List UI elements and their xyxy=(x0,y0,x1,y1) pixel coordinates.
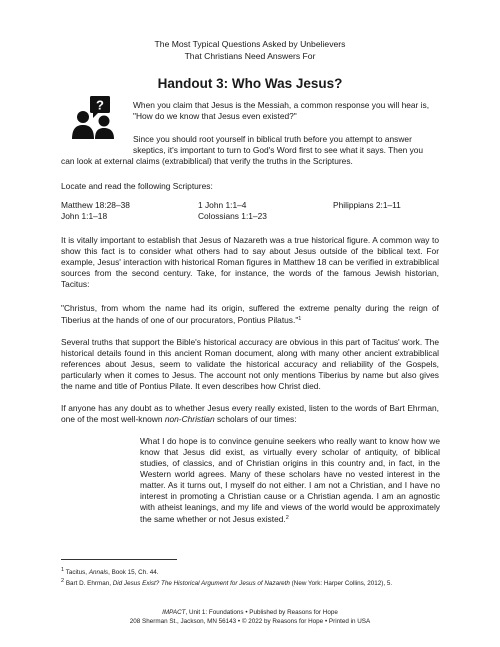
scripture-ref: Colossians 1:1–23 xyxy=(198,211,267,221)
svg-text:?: ? xyxy=(96,97,104,113)
body-paragraph-3 xyxy=(61,403,439,425)
footer-line-2: 208 Sherman St., Jackson, MN 56143 • © 2022 by Reasons for Hope • Printed in USA xyxy=(129,618,371,625)
footnote-1 xyxy=(61,566,158,577)
tacitus-quote xyxy=(61,303,439,326)
scripture-ref: John 1:1–18 xyxy=(61,211,108,221)
footnote-2-number: 2 xyxy=(61,578,65,584)
paragraph-3-end: scholars of our times: xyxy=(214,414,297,424)
footnote-1-number: 1 xyxy=(61,567,65,573)
footer-publication: IMPACT xyxy=(162,609,186,616)
body-paragraph-1: It is vitally important to establish that Jesus of Nazareth was a true historical figure. A common way to show this fact is to consider what others had to say about Jesus outside of the biblical text. For example, Jesus' interaction with historical Roman figures in Matthew 18 can be verified in extrabiblical sources from the second century. Take, for instance, the words of the famous Jewish historian, Tacitus: xyxy=(61,235,439,289)
header-line-2: That Christians Need Answers For xyxy=(184,51,316,61)
paragraph-3-emphasis: non-Christian xyxy=(164,414,215,424)
footnote-2 xyxy=(61,577,392,588)
scripture-ref: 1 John 1:1–4 xyxy=(198,200,247,210)
footnote-1-text-a: Tacitus, xyxy=(65,569,89,576)
scripture-ref: Philippians 2:1–11 xyxy=(333,200,401,210)
footnote-1-title: Annals xyxy=(88,569,109,576)
body-paragraph-2: Several truths that support the Bible's historical accuracy are obvious in this part of Tacitus' work. The historical details found in this ancient Roman document, along with many other ancient extrabiblical references about Jesus, seem to validate the historical accuracy and reliability of the Gospels, particularly when it comes to Jesus. The account not only mentions Tiberius by name but also gives the name and title of Pontius Pilate. It even describes how Christ died. xyxy=(61,337,439,391)
scripture-ref: Matthew 18:28–38 xyxy=(61,200,130,210)
header-line-1: The Most Typical Questions Asked by Unbelievers xyxy=(154,39,346,49)
footer-line-1-rest: , Unit 1: Foundations • Published by Reasons for Hope xyxy=(185,609,338,616)
footer-line-1 xyxy=(0,608,500,617)
footnote-ref-1: 1 xyxy=(298,316,302,322)
series-header xyxy=(0,38,500,62)
footnote-2-text-a: Bart D. Ehrman, xyxy=(65,580,113,587)
footnote-2-title: Did Jesus Exist? The Historical Argument for Jesus of Nazareth xyxy=(112,580,290,587)
ehrman-blockquote xyxy=(140,436,440,525)
intro-paragraph-2a: Since you should root yourself in biblical truth before you attempt to answer skeptics, it's important to turn to God's Word first to see what it says. Then you xyxy=(133,134,424,155)
scripture-instruction: Locate and read the following Scriptures: xyxy=(61,181,213,191)
intro-paragraph-1: When you claim that Jesus is the Messiah, a common response you will hear is, "How do we know that Jesus even existed?" xyxy=(133,100,430,121)
page-footer xyxy=(0,608,500,626)
person-question-icon xyxy=(70,96,122,140)
paragraph-3-start: If anyone has any doubt as to whether Jesus every really existed, listen to the words of Bart Ehrman, one of the most well-known xyxy=(61,403,439,424)
intro-paragraph-2b: can look at external claims (extrabiblical) that verify the truths in the Scriptures. xyxy=(61,156,353,166)
ehrman-quote-text: What I do hope is to convince genuine seekers who really want to know how we know that Jesus did exist, as virtually every scholar of antiquity, of biblical studies, of classics, and of Christian origins in this country and, in fact, in the Western world agrees. Many of these scholars have no vested interest in the matter. As it turns out, I myself do not either. I am not a Christian, and I have no interest in promoting a Christian cause or a Christian agenda. I am an agnostic with atheist leanings, and my life and views of the world would be approximately the same whether or not Jesus existed. xyxy=(140,436,440,524)
footnote-2-text-b: (New York: Harper Collins, 2012), 5. xyxy=(289,580,393,587)
footnote-ref-2: 2 xyxy=(285,515,289,521)
tacitus-quote-text: "Christus, from whom the name had its origin, suffered the extreme penalty during the reign of Tiberius at the hands of one of our procurators, Pontius Pilatus." xyxy=(61,303,439,325)
footnote-1-text-b: , Book 15, Ch. 44. xyxy=(108,569,159,576)
page-title: Handout 3: Who Was Jesus? xyxy=(157,76,343,91)
footnote-divider xyxy=(61,559,177,560)
